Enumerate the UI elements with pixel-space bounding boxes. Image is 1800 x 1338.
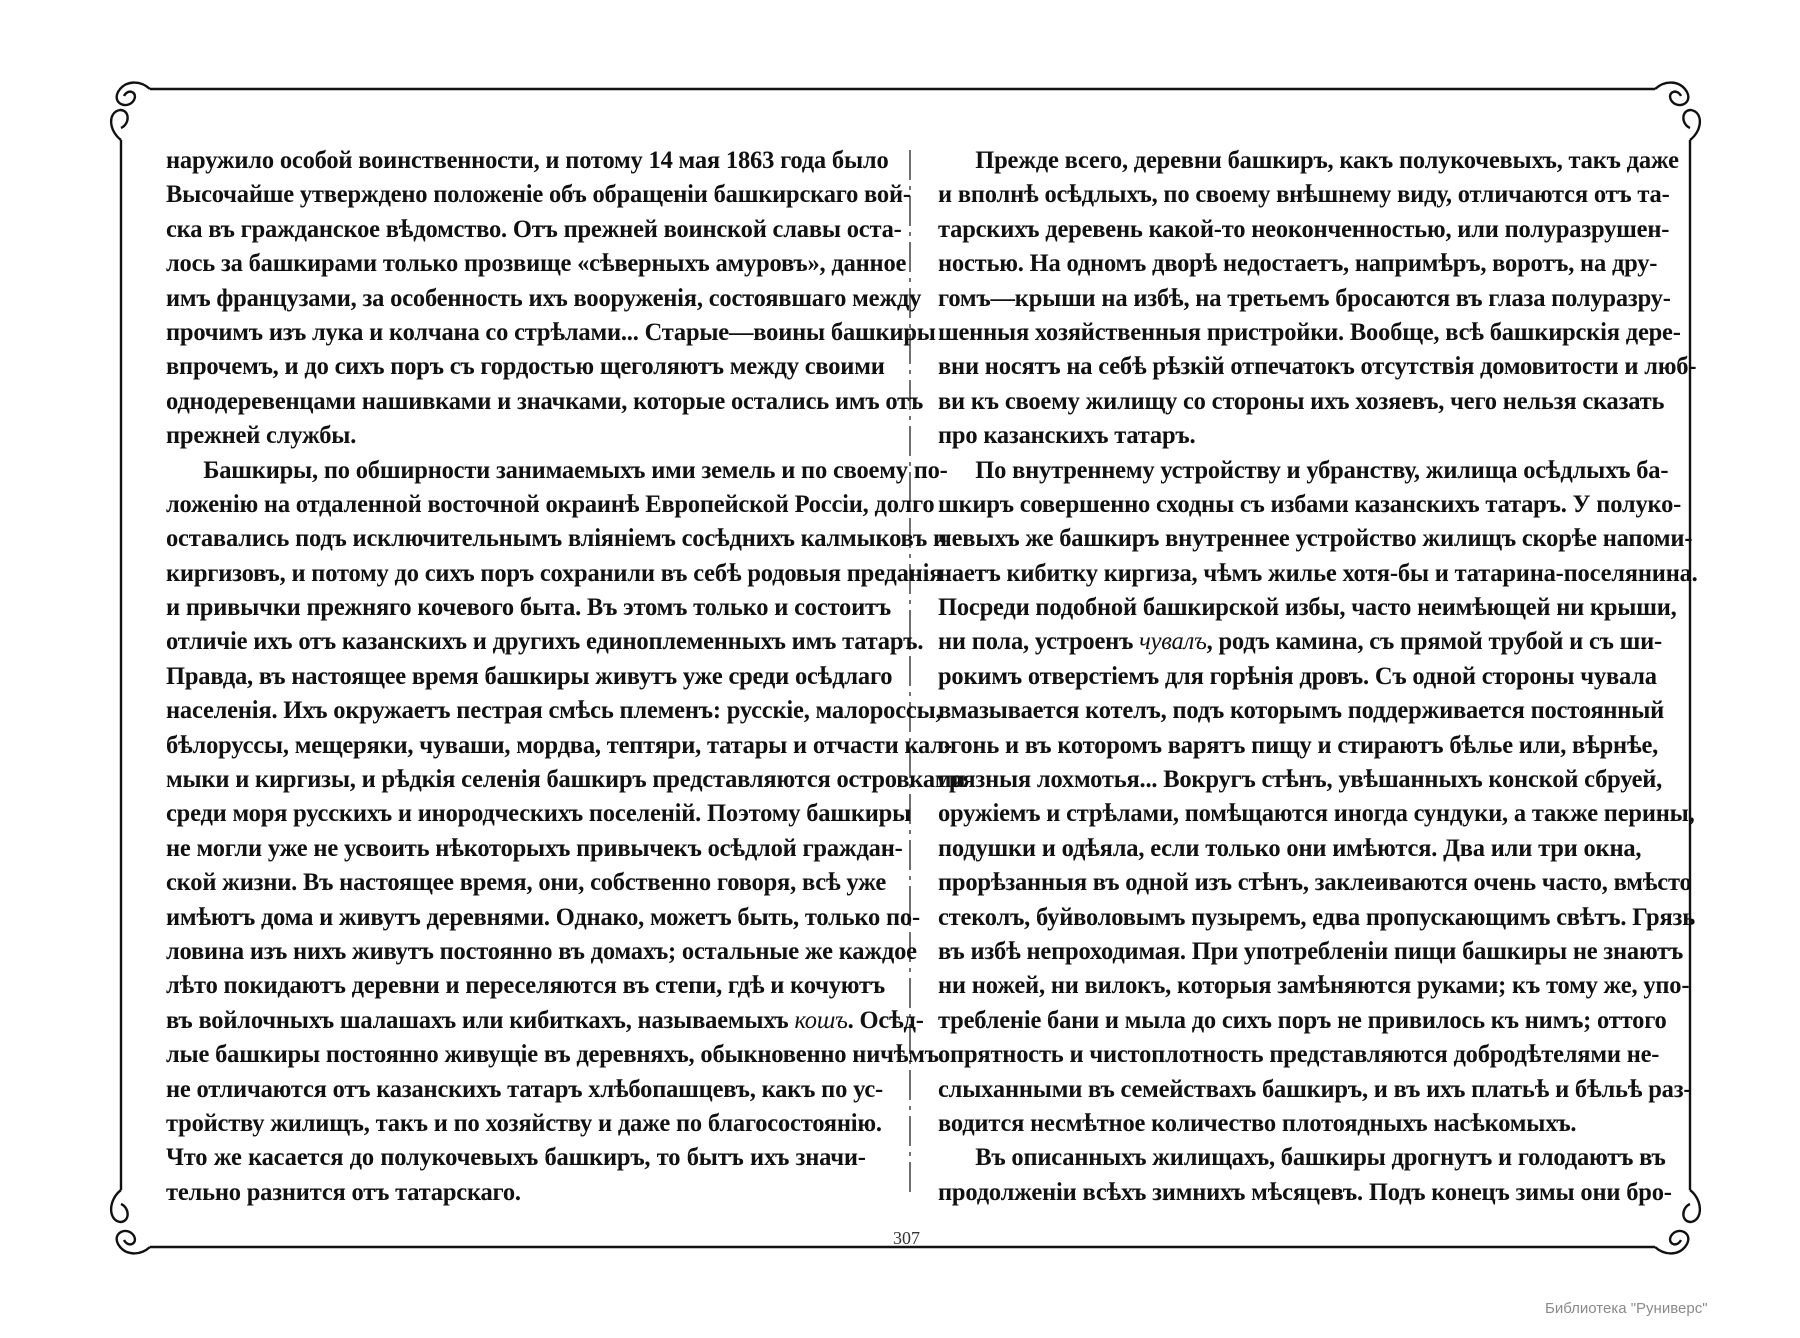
line-text: чевыхъ же башкиръ внутреннее устройство жилищъ скорѣе напоми- (938, 525, 1693, 553)
line-text: среди моря русскихъ и инородческихъ поселеній. Поэтому башкиры (166, 800, 912, 828)
line-text: имъ французами, за особенность ихъ вооруженія, состоявшаго между (166, 284, 922, 312)
text-line (938, 969, 1690, 1003)
line-text: имѣютъ дома и живутъ деревнями. Однако, можетъ быть, только по- (166, 903, 920, 931)
text-line (938, 1004, 1667, 1038)
line-text: стеколъ, буйволовымъ пузыремъ, едва пропускающимъ свѣтъ. Грязь (938, 903, 1695, 931)
text-line (166, 144, 889, 178)
text-line (166, 901, 920, 935)
line-text: киргизовъ, и потому до сихъ поръ сохранили въ себѣ родовыя преданія (166, 559, 943, 587)
text-line (938, 1073, 1692, 1107)
corner-ornament-top-right (1655, 83, 1700, 140)
line-text: не отличаются отъ казанскихъ татаръ хлѣбопашцевъ, какъ по ус- (166, 1075, 884, 1103)
line-text: ни ножей, ни вилокъ, которыя замѣняются руками; къ тому же, упо- (938, 972, 1690, 1000)
text-line (938, 247, 1658, 281)
line-text: не могли уже не усвоить нѣкоторыхъ привычекъ осѣдлой граждан- (166, 834, 903, 862)
line-text: грязныя лохмотья... Вокругъ стѣнъ, увѣшанныхъ конской сбруей, (938, 766, 1663, 794)
text-line (166, 1107, 882, 1141)
line-text: ложенію на отдаленной восточной окраинѣ Европейской Россіи, долго (166, 490, 935, 518)
text-line (938, 385, 1665, 419)
text-line (166, 1004, 924, 1038)
line-text: рокимъ отверстіемъ для горѣнія дровъ. Съ одной стороны чувала (938, 662, 1657, 690)
line-text: лѣто покидаютъ деревни и переселяются въ степи, гдѣ и кочуютъ (166, 972, 885, 1000)
text-line (166, 866, 887, 900)
line-text: Башкиры, по обширности занимаемыхъ ими земель и по своему по- (203, 456, 948, 484)
text-line (938, 763, 1663, 797)
line-text: огонь и въ которомъ варятъ пищу и стираютъ бѣлье или, вѣрнѣе, (938, 731, 1659, 759)
line-text: тройству жилищъ, такъ и по хозяйству и даже по благосостоянію. (166, 1109, 882, 1137)
text-line (166, 832, 903, 866)
line-text-after: , родъ камина, съ прямой трубой и съ ши- (1206, 628, 1663, 656)
text-line (938, 144, 1679, 178)
line-text: вни носятъ на себѣ рѣзкій отпечатокъ отсутствія домовитости и люб- (938, 353, 1697, 381)
text-line (166, 1038, 939, 1072)
line-text: ни пола, устроенъ (938, 628, 1140, 656)
text-line (166, 350, 885, 384)
text-line (166, 247, 907, 281)
line-text: продолженіи всѣхъ зимнихъ мѣсяцевъ. Подъ конецъ зимы они бро- (938, 1178, 1672, 1206)
text-line (166, 488, 935, 522)
line-text: мыки и киргизы, и рѣдкія селенія башкиръ представляются островками (166, 766, 966, 794)
text-line (166, 694, 942, 728)
text-line (938, 901, 1695, 935)
line-text: про казанскихъ татаръ. (938, 422, 1196, 450)
text-line (938, 454, 1669, 488)
line-text: тарскихъ деревень какой-то неоконченностью, или полуразрушен- (938, 215, 1670, 243)
italic-term: кошъ (794, 1006, 848, 1034)
text-line (938, 1176, 1672, 1210)
text-line (166, 591, 891, 625)
text-line (166, 178, 911, 212)
text-line (938, 866, 1692, 900)
line-text: ска въ гражданское вѣдомство. Отъ прежней воинской славы оста- (166, 215, 902, 243)
line-text: Что же касается до полукочевыхъ башкиръ, то бытъ ихъ значи- (166, 1144, 866, 1172)
text-line (938, 488, 1682, 522)
text-line (166, 1141, 866, 1175)
text-line (166, 1176, 866, 1210)
line-text: однодеревенцами нашивками и значками, которые остались имъ отъ (166, 387, 924, 415)
line-text: впрочемъ, и до сихъ поръ съ гордостью щеголяютъ между своими (166, 353, 885, 381)
line-text: шенныя хозяйственныя пристройки. Вообще, всѣ башкирскія дере- (938, 318, 1681, 346)
text-line (938, 350, 1697, 384)
line-text: Посреди подобной башкирской избы, часто неимѣющей ни крыши, (938, 594, 1677, 622)
text-line (166, 419, 866, 453)
text-line (938, 694, 1665, 728)
page-number: 307 (893, 1228, 920, 1248)
text-line (938, 1038, 1660, 1072)
text-line (166, 1073, 884, 1107)
text-line (938, 522, 1693, 556)
line-text: лые башкиры постоянно живущіе въ деревняхъ, обыкновенно ничѣмъ (166, 1041, 939, 1069)
line-text-after: . Осѣд- (847, 1006, 924, 1034)
text-line (166, 522, 947, 556)
line-text: Въ описанныхъ жилищахъ, башкиры дрогнутъ и голодаютъ въ (975, 1144, 1666, 1172)
line-text: ностью. На одномъ дворѣ недостаетъ, напримѣръ, воротъ, на дру- (938, 250, 1658, 278)
text-line (166, 454, 948, 488)
text-line (166, 797, 912, 831)
line-text: гомъ—крыши на избѣ, на третьемъ бросаются въ глаза полуразру- (938, 284, 1671, 312)
text-line (166, 729, 952, 763)
text-line (938, 213, 1670, 247)
italic-term: чувалъ (1139, 628, 1207, 656)
line-text: и вполнѣ осѣдлыхъ, по своему внѣшнему виду, отличаются отъ та- (938, 181, 1670, 209)
line-text: ловина изъ нихъ живутъ постоянно въ домахъ; остальные же каждое (166, 937, 917, 965)
text-line (166, 625, 924, 659)
text-line (166, 763, 966, 797)
right-text-column (938, 144, 1698, 1210)
text-line (166, 557, 943, 591)
line-text: прорѣзанныя въ одной изъ стѣнъ, заклеиваются очень часто, вмѣсто (938, 869, 1692, 897)
line-text: въ избѣ непроходимая. При употребленіи пищи башкиры не знаютъ (938, 937, 1684, 965)
line-text: наетъ кибитку киргиза, чѣмъ жилье хотя-бы и татарина-поселянина. (938, 559, 1698, 587)
text-line (938, 282, 1671, 316)
line-text: слыханными въ семействахъ башкиръ, и въ ихъ платьѣ и бѣльѣ раз- (938, 1075, 1692, 1103)
line-text: Прежде всего, деревни башкиръ, какъ полукочевыхъ, такъ даже (975, 147, 1679, 174)
text-line (938, 660, 1657, 694)
line-text: По внутреннему устройству и убранству, жилища осѣдлыхъ ба- (975, 456, 1669, 484)
text-line (938, 419, 1630, 453)
line-text: оружіемъ и стрѣлами, помѣщаются иногда сундуки, а также перины, (938, 800, 1695, 828)
left-text-column (166, 144, 966, 1210)
text-line (166, 213, 902, 247)
line-text: вмазывается котелъ, подъ которымъ поддерживается постоянный (938, 697, 1665, 725)
line-text: Высочайше утверждено положеніе объ обращеніи башкирскаго вой- (166, 181, 911, 209)
line-text: требленіе бани и мыла до сихъ поръ не привилось къ нимъ; оттого (938, 1006, 1667, 1034)
text-line (166, 282, 922, 316)
text-line (938, 591, 1677, 625)
text-line (166, 660, 893, 694)
line-text: водится несмѣтное количество плотоядныхъ насѣкомыхъ. (938, 1109, 1577, 1137)
line-text: шкиръ совершенно сходны съ избами казанскихъ татаръ. У полуко- (938, 490, 1682, 518)
text-line (166, 385, 924, 419)
line-text: и привычки прежняго кочевого быта. Въ этомъ только и состоитъ (166, 594, 891, 622)
text-line (166, 935, 917, 969)
line-text: прежней службы. (166, 422, 357, 450)
line-text: Правда, въ настоящее время башкиры живутъ уже среди осѣдлаго (166, 662, 893, 690)
line-text: въ войлочныхъ шалашахъ или кибиткахъ, называемыхъ (166, 1006, 795, 1034)
text-line (938, 1141, 1666, 1175)
line-text: оставались подъ исключительнымъ вліяніемъ сосѣднихъ калмыковъ и (166, 525, 947, 553)
corner-ornament-bottom-left (111, 1190, 150, 1253)
text-line (166, 969, 885, 1003)
library-watermark: Библиотека "Руниверс" (1545, 1300, 1708, 1317)
text-line (166, 316, 936, 350)
line-text: ской жизни. Въ настоящее время, они, собственно говоря, всѣ уже (166, 869, 887, 897)
text-line (938, 178, 1670, 212)
line-text: тельно разнится отъ татарскаго. (166, 1178, 521, 1206)
text-line (938, 935, 1684, 969)
line-text: подушки и одѣяла, если только они имѣются. Два или три окна, (938, 834, 1642, 862)
text-line (938, 729, 1659, 763)
text-line (938, 557, 1698, 591)
text-line (938, 1107, 1630, 1141)
line-text: лось за башкирами только прозвище «сѣверныхъ амуровъ», данное (166, 250, 907, 278)
line-text: ви къ своему жилищу со стороны ихъ хозяевъ, чего нельзя сказать (938, 387, 1665, 415)
line-text: прочимъ изъ лука и колчана со стрѣлами... Старые—воины башкиры (166, 318, 936, 346)
line-text: наружило особой воинственности, и потому 14 мая 1863 года было (166, 147, 889, 174)
corner-ornament-top-left (111, 83, 150, 140)
text-line (938, 316, 1681, 350)
line-text: населенія. Ихъ окружаетъ пестрая смѣсь племенъ: русскіе, малороссы, (166, 697, 942, 725)
line-text: опрятность и чистоплотность представляются добродѣтелями не- (938, 1041, 1660, 1069)
text-line (938, 625, 1663, 659)
text-line (938, 832, 1642, 866)
text-line (938, 797, 1695, 831)
line-text: отличіе ихъ отъ казанскихъ и другихъ единоплеменныхъ имъ татаръ. (166, 628, 924, 656)
line-text: бѣлоруссы, мещеряки, чуваши, мордва, тептяри, татары и отчасти кал- (166, 731, 952, 759)
